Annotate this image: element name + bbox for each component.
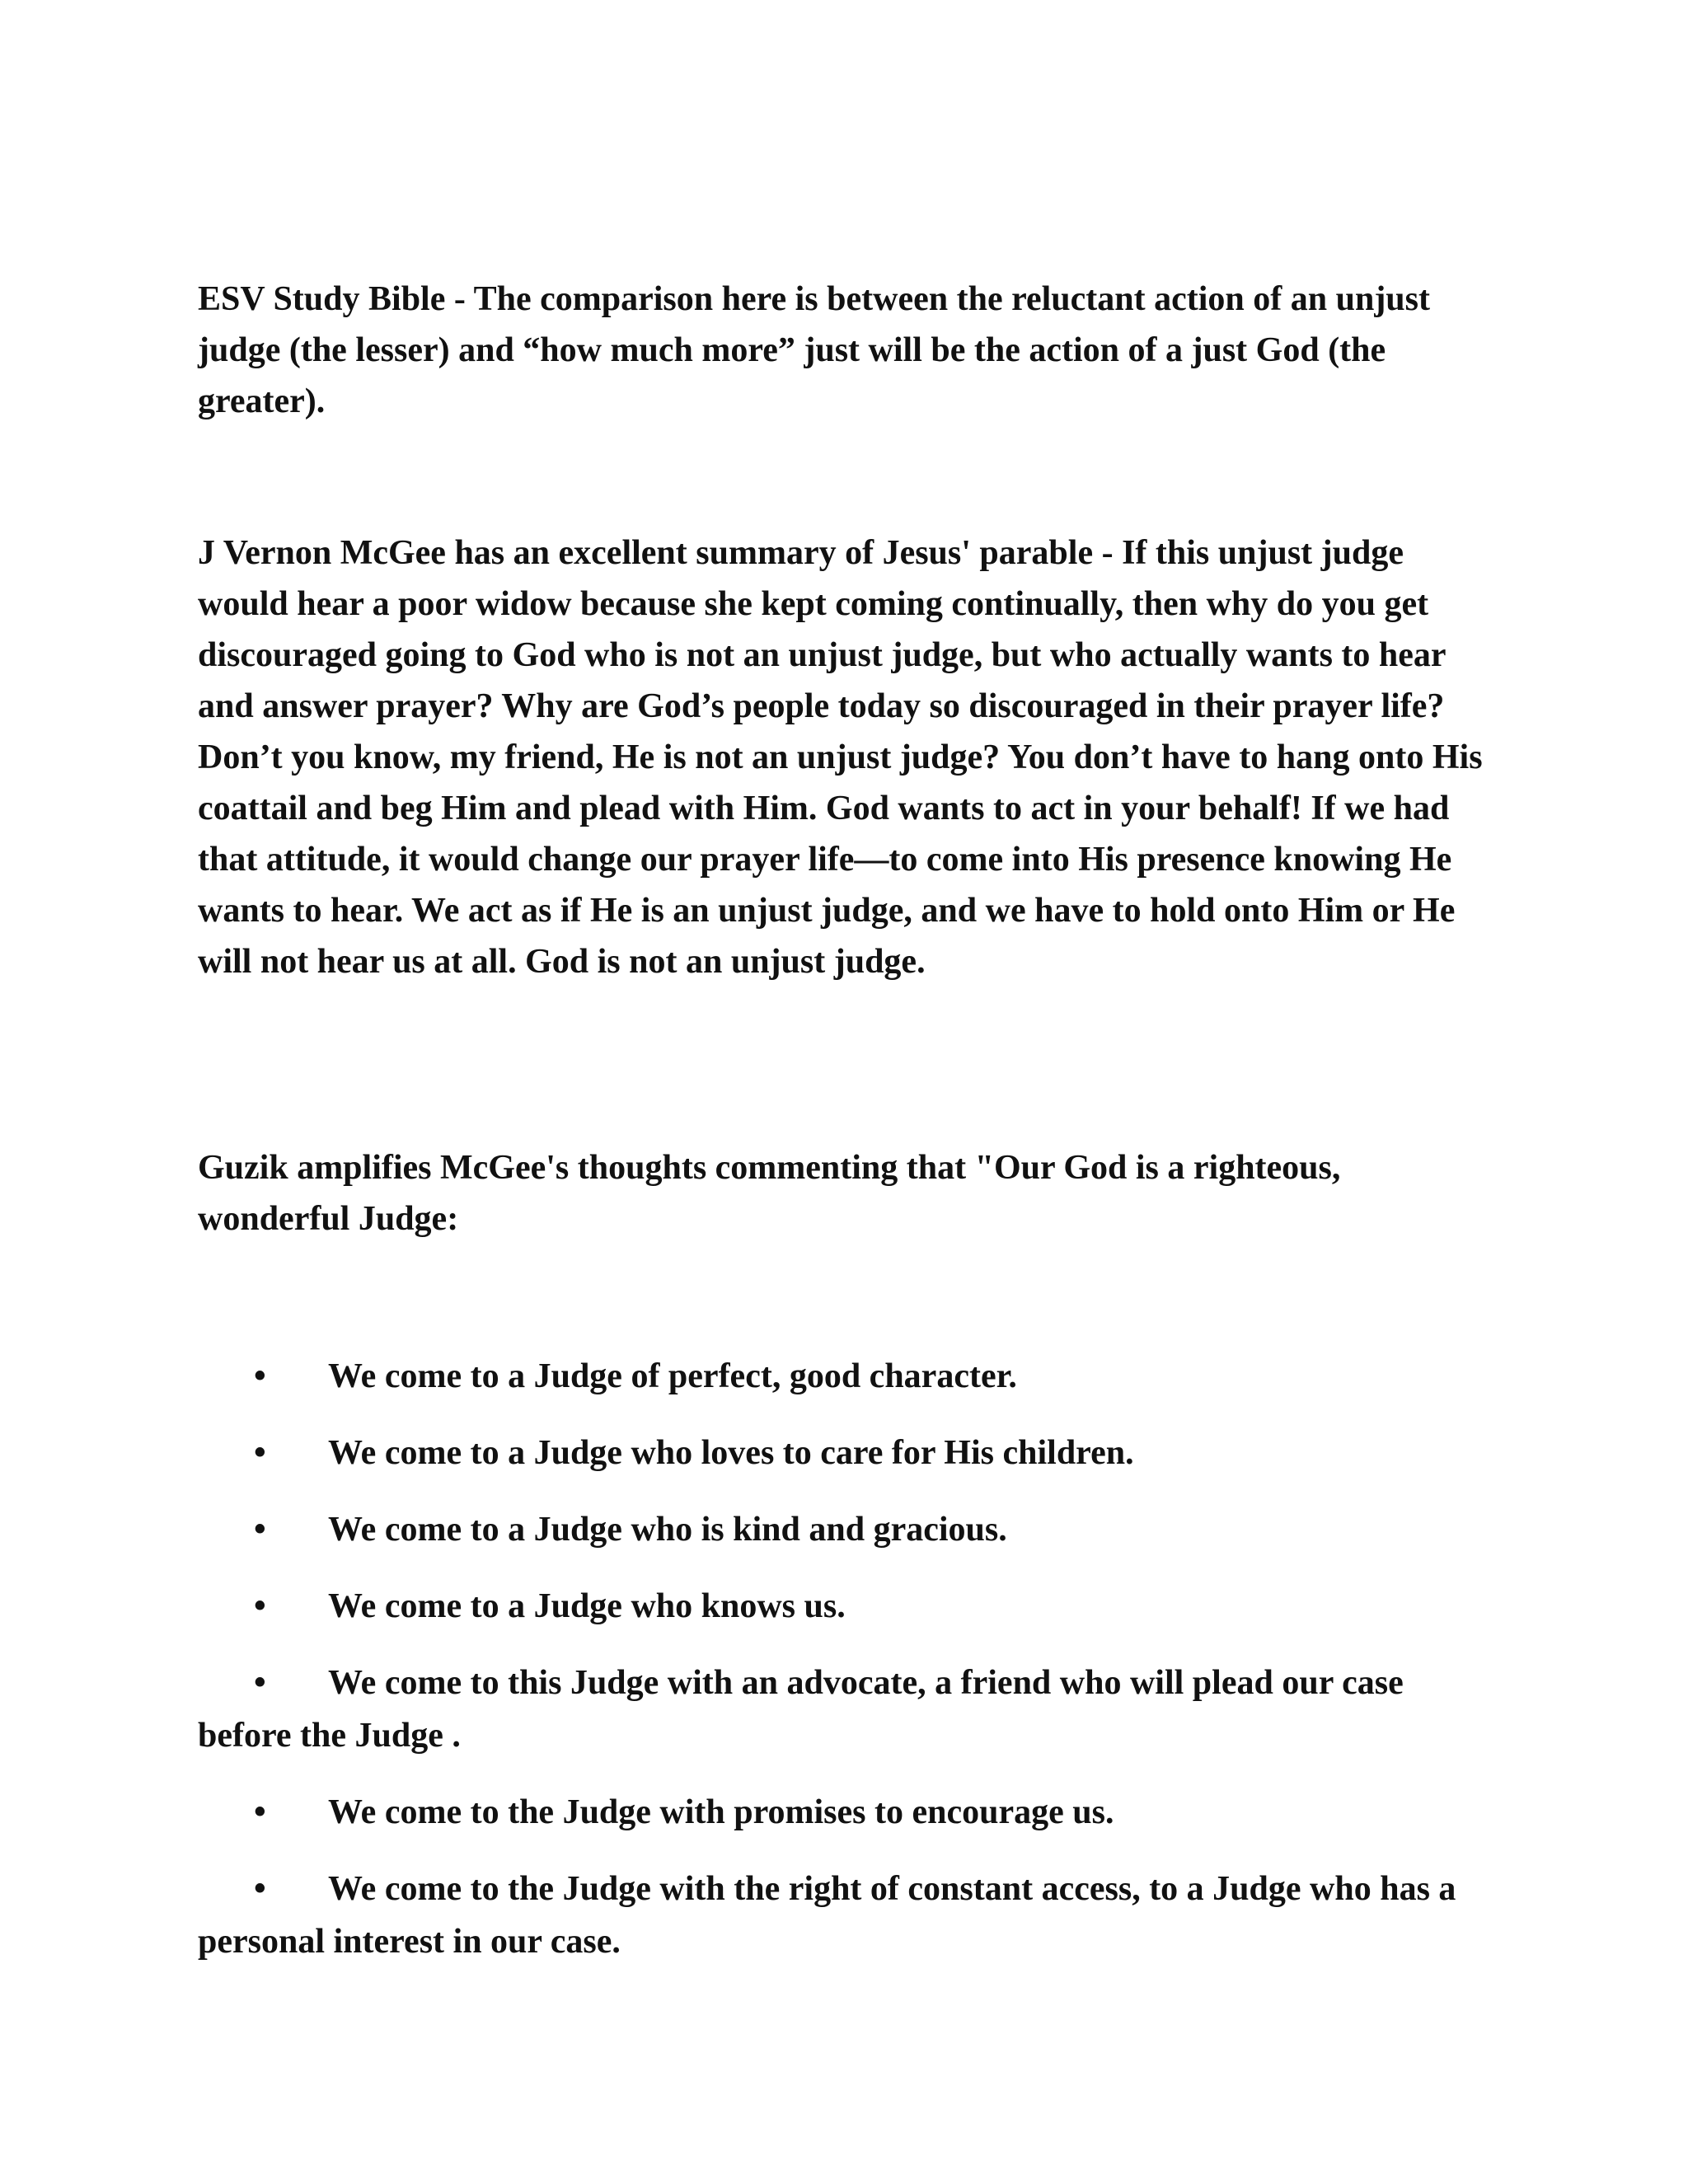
- guzik-intro-paragraph: Guzik amplifies McGee's thoughts commenting that "Our God is a righteous, wonderful Judge:: [198, 1149, 1341, 1238]
- list-item-text: We come to a Judge who is kind and gracious.: [328, 1511, 1007, 1549]
- bullet-icon: •: [254, 1434, 266, 1472]
- mcgee-summary-paragraph: J Vernon McGee has an excellent summary of Jesus' parable - If this unjust judge would hear a poor widow because she kept coming continually, then why do you get discouraged going to God who is not an unjust judge, but who actually wants to hear and answer prayer? Why are God’s people today so discouraged in their prayer life? Don’t you know, my friend, He is not an unjust judge? You don’t have to hang onto His coattail and beg Him and plead with Him. God wants to act in your behalf! If we had that attitude, it would change our prayer life—to come into His presence knowing He wants to hear. We act as if He is an unjust judge, and we have to hold onto Him or He will not hear us at all. God is not an unjust judge.: [198, 534, 1483, 981]
- list-item: [198, 1657, 1500, 1762]
- bullet-icon: •: [254, 1870, 266, 1908]
- list-item-text: We come to the Judge with the right of constant access, to a Judge who has a personal interest in our case.: [198, 1870, 1456, 1961]
- bullet-icon: •: [254, 1511, 266, 1549]
- bullet-icon: •: [254, 1793, 266, 1831]
- bullet-icon: •: [254, 1664, 266, 1702]
- list-item: [198, 1580, 1500, 1633]
- list-item: [198, 1503, 1500, 1556]
- list-item: [198, 1427, 1500, 1479]
- bullet-icon: •: [254, 1587, 266, 1625]
- list-item-text: We come to the Judge with promises to encourage us.: [328, 1793, 1114, 1831]
- list-item-text: We come to a Judge who loves to care for His children.: [328, 1434, 1134, 1472]
- bullet-icon: •: [254, 1357, 266, 1395]
- esv-study-bible-paragraph: ESV Study Bible - The comparison here is between the reluctant action of an unjust judge (the lesser) and “how much more” just will be the action of a just God (the greater).: [198, 280, 1430, 420]
- list-item: [198, 1863, 1500, 1968]
- list-item: [198, 1350, 1500, 1403]
- list-item-text: We come to a Judge of perfect, good character.: [328, 1357, 1017, 1395]
- list-item-text: We come to this Judge with an advocate, a friend who will plead our case before the Judge .: [198, 1664, 1404, 1755]
- list-item-text: We come to a Judge who knows us.: [328, 1587, 846, 1625]
- list-item: [198, 1786, 1500, 1839]
- judge-attributes-list: [198, 1350, 1500, 1992]
